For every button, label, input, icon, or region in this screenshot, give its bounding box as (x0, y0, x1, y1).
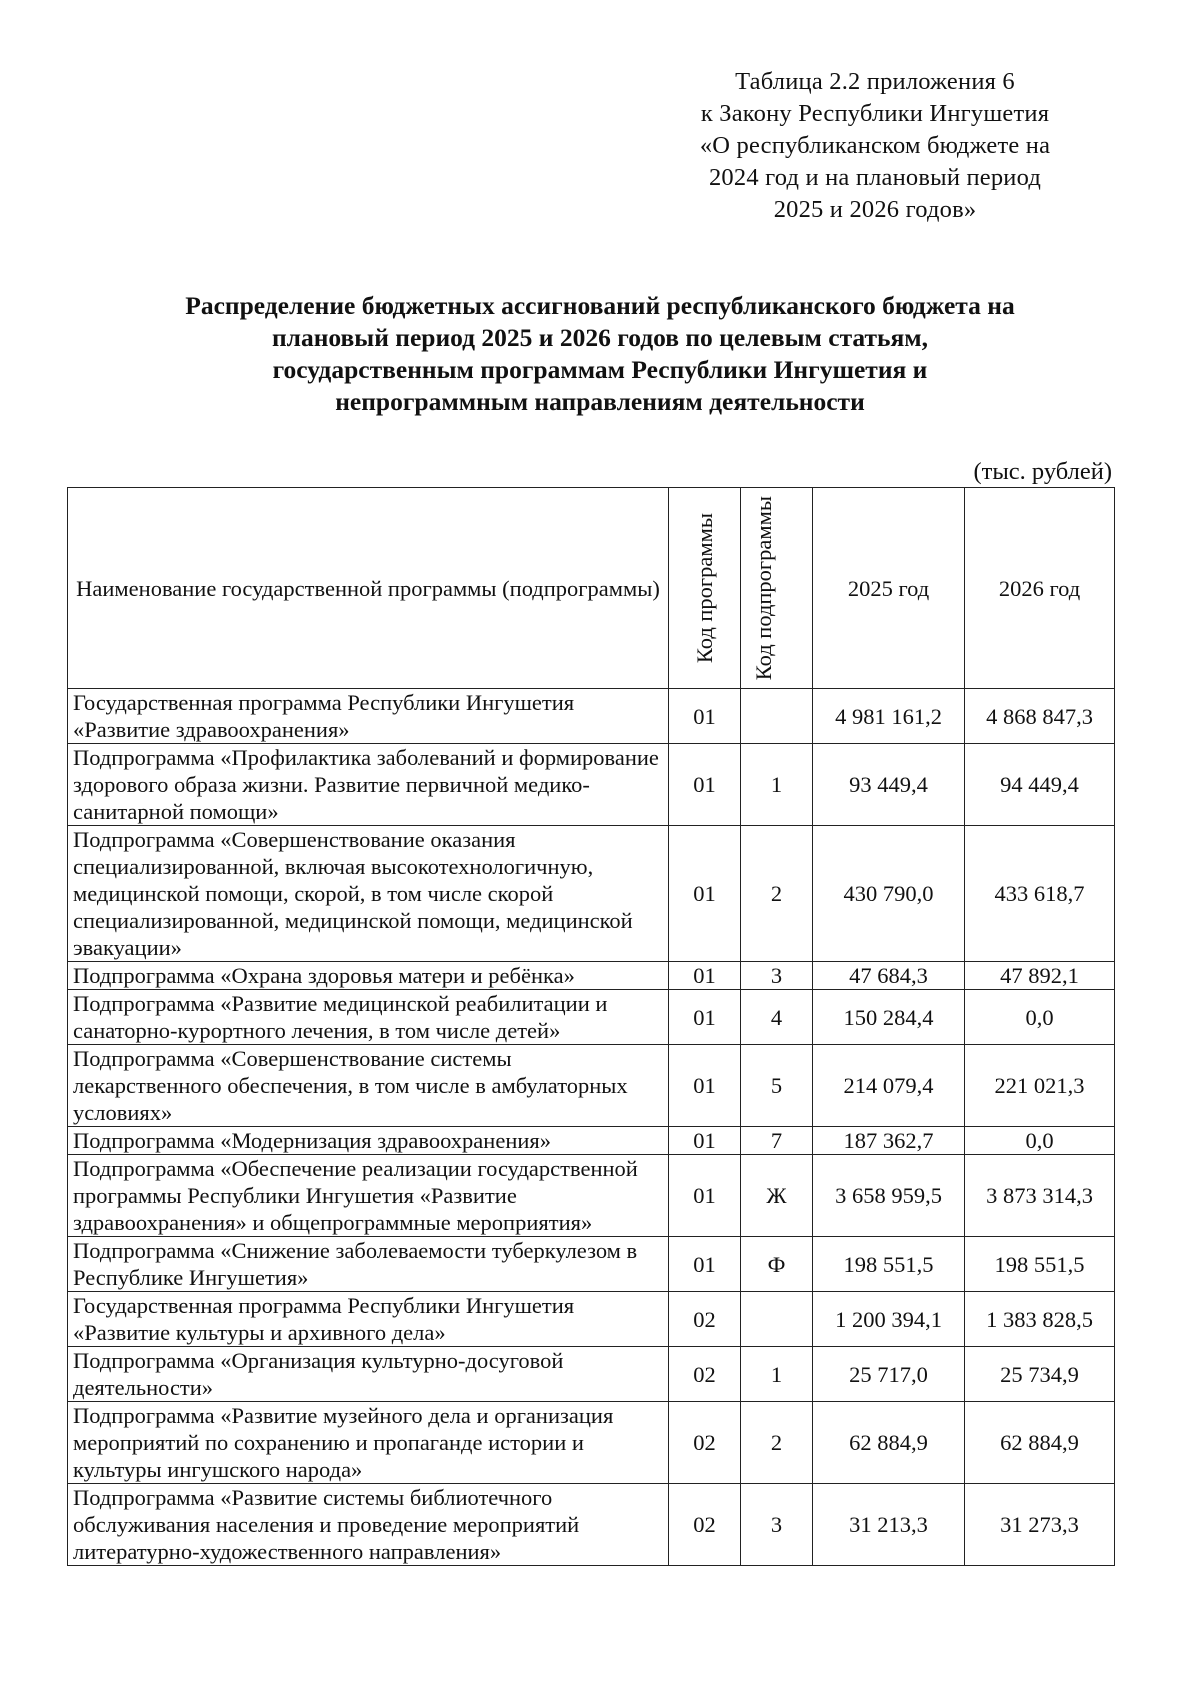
appendix-note (660, 66, 1090, 226)
table-row (68, 1292, 1115, 1347)
table-header-row (68, 488, 1115, 689)
row-name: Подпрограмма «Развитие медицинской реабилитации и санаторно-курортного лечения, в том числе детей» (68, 990, 669, 1045)
row-subprogram-code: 5 (741, 1045, 813, 1127)
row-subprogram-code: Ж (741, 1155, 813, 1237)
header-year-2025: 2025 год (813, 488, 965, 689)
units-label: (тыс. рублей) (973, 458, 1112, 485)
row-subprogram-code: 3 (741, 1484, 813, 1566)
appendix-line: к Закону Республики Ингушетия (700, 100, 1050, 127)
row-name: Государственная программа Республики Ингушетия «Развитие здравоохранения» (68, 689, 669, 744)
row-name: Подпрограмма «Совершенствование оказания специализированной, включая высокотехнологичную, медицинской помощи, скорой, в том числе скорой специализированной, медицинской помощи, медицинской эвакуации» (68, 826, 669, 962)
table-row (68, 962, 1115, 990)
table-row (68, 1402, 1115, 1484)
row-value-2025: 150 284,4 (813, 990, 965, 1045)
header-subprogram-code (741, 488, 813, 689)
row-value-2026: 3 873 314,3 (965, 1155, 1115, 1237)
appendix-line: 2025 и 2026 годов» (773, 196, 977, 223)
title-line: государственным программам Республики Ингушетия и (272, 355, 928, 384)
row-subprogram-code (741, 689, 813, 744)
table-row (68, 1484, 1115, 1566)
row-subprogram-code: 4 (741, 990, 813, 1045)
header-program-code (669, 488, 741, 689)
row-value-2025: 4 981 161,2 (813, 689, 965, 744)
appendix-line: 2024 год и на плановый период (708, 164, 1042, 191)
row-value-2025: 62 884,9 (813, 1402, 965, 1484)
row-program-code: 01 (669, 744, 741, 826)
row-value-2026: 31 273,3 (965, 1484, 1115, 1566)
row-program-code: 01 (669, 689, 741, 744)
row-subprogram-code: 2 (741, 1402, 813, 1484)
row-value-2026: 433 618,7 (965, 826, 1115, 962)
row-subprogram-code: 2 (741, 826, 813, 962)
row-program-code: 01 (669, 962, 741, 990)
row-value-2025: 430 790,0 (813, 826, 965, 962)
row-value-2025: 93 449,4 (813, 744, 965, 826)
row-program-code: 01 (669, 1045, 741, 1127)
row-value-2026: 221 021,3 (965, 1045, 1115, 1127)
row-name: Подпрограмма «Развитие музейного дела и организация мероприятий по сохранению и пропаганде истории и культуры ингушского народа» (68, 1402, 669, 1484)
row-subprogram-code: 3 (741, 962, 813, 990)
document-title (110, 290, 1090, 418)
row-program-code: 01 (669, 990, 741, 1045)
row-program-code: 01 (669, 1237, 741, 1292)
row-value-2026: 94 449,4 (965, 744, 1115, 826)
row-value-2026: 62 884,9 (965, 1402, 1115, 1484)
table-body (68, 689, 1115, 1566)
row-value-2025: 1 200 394,1 (813, 1292, 965, 1347)
table-row (68, 1127, 1115, 1155)
row-program-code: 01 (669, 1155, 741, 1237)
row-name: Подпрограмма «Охрана здоровья матери и ребёнка» (68, 962, 669, 990)
appendix-line: «О республиканском бюджете на (699, 132, 1051, 159)
row-value-2025: 198 551,5 (813, 1237, 965, 1292)
title-line: Распределение бюджетных ассигнований республиканского бюджета на (185, 291, 1015, 320)
table-row (68, 1347, 1115, 1402)
row-name: Подпрограмма «Модернизация здравоохранения» (68, 1127, 669, 1155)
budget-table (67, 487, 1115, 1566)
row-value-2025: 25 717,0 (813, 1347, 965, 1402)
row-program-code: 02 (669, 1402, 741, 1484)
table-row (68, 689, 1115, 744)
row-program-code: 02 (669, 1292, 741, 1347)
row-program-code: 01 (669, 1127, 741, 1155)
row-value-2025: 47 684,3 (813, 962, 965, 990)
table-row (68, 990, 1115, 1045)
header-subprogram-code-label: Код подпрограммы (750, 495, 776, 681)
row-value-2026: 25 734,9 (965, 1347, 1115, 1402)
row-value-2026: 198 551,5 (965, 1237, 1115, 1292)
title-line: непрограммным направлениям деятельности (335, 387, 865, 416)
table-row (68, 826, 1115, 962)
row-value-2025: 3 658 959,5 (813, 1155, 965, 1237)
row-value-2026: 47 892,1 (965, 962, 1115, 990)
row-value-2026: 0,0 (965, 990, 1115, 1045)
row-program-code: 01 (669, 826, 741, 962)
header-year-2026: 2026 год (965, 488, 1115, 689)
row-name: Подпрограмма «Снижение заболеваемости туберкулезом в Республике Ингушетия» (68, 1237, 669, 1292)
table-row (68, 1155, 1115, 1237)
row-value-2026: 4 868 847,3 (965, 689, 1115, 744)
table-row (68, 1045, 1115, 1127)
row-subprogram-code: Ф (741, 1237, 813, 1292)
row-value-2026: 0,0 (965, 1127, 1115, 1155)
row-subprogram-code: 1 (741, 1347, 813, 1402)
row-name: Подпрограмма «Обеспечение реализации государственной программы Республики Ингушетия «Развитие здравоохранения» и общепрограммные мероприятия» (68, 1155, 669, 1237)
row-value-2025: 214 079,4 (813, 1045, 965, 1127)
row-program-code: 02 (669, 1484, 741, 1566)
row-value-2025: 187 362,7 (813, 1127, 965, 1155)
title-line: плановый период 2025 и 2026 годов по целевым статьям, (271, 323, 929, 352)
appendix-line: Таблица 2.2 приложения 6 (735, 68, 1015, 95)
row-name: Подпрограмма «Организация культурно-досуговой деятельности» (68, 1347, 669, 1402)
table-row (68, 744, 1115, 826)
row-name: Государственная программа Республики Ингушетия «Развитие культуры и архивного дела» (68, 1292, 669, 1347)
row-value-2025: 31 213,3 (813, 1484, 965, 1566)
row-program-code: 02 (669, 1347, 741, 1402)
header-program-code-label: Код программы (691, 512, 717, 664)
table-row (68, 1237, 1115, 1292)
row-subprogram-code (741, 1292, 813, 1347)
row-name: Подпрограмма «Профилактика заболеваний и формирование здорового образа жизни. Развитие первичной медико-санитарной помощи» (68, 744, 669, 826)
row-name: Подпрограмма «Совершенствование системы лекарственного обеспечения, в том числе в амбулаторных условиях» (68, 1045, 669, 1127)
header-name: Наименование государственной программы (подпрограммы) (68, 488, 669, 689)
row-value-2026: 1 383 828,5 (965, 1292, 1115, 1347)
row-subprogram-code: 1 (741, 744, 813, 826)
row-subprogram-code: 7 (741, 1127, 813, 1155)
row-name: Подпрограмма «Развитие системы библиотечного обслуживания населения и проведение мероприятий литературно-художественного направления» (68, 1484, 669, 1566)
